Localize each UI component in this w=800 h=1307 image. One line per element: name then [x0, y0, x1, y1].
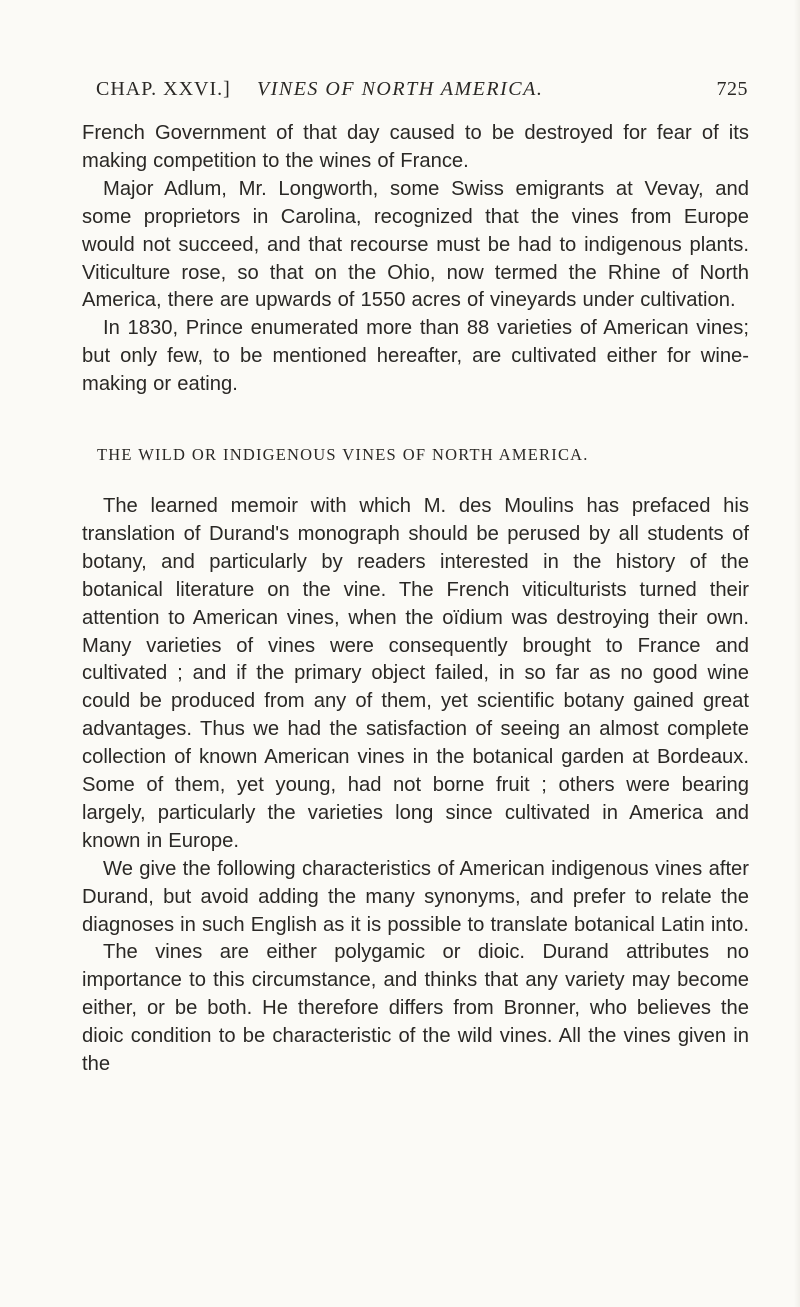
paragraph: Major Adlum, Mr. Longworth, some Swiss emigrants at Vevay, and some proprietors in Carolina, recognized that the vines from Europe would not succeed, and that recourse must be had to indigenous plants. Viticulture rose, so that on the Ohio, now termed the Rhine of North America, there are upwards of 1550 acres of vineyards under cultivation. [82, 177, 749, 312]
paragraph-continued: French Government of that day caused to be destroyed for fear of its making competition to the wines of France. [82, 122, 749, 172]
paragraph: The learned memoir with which M. des Moulins has prefaced his translation of Durand's monograph should be perused by all students of botany, and particularly by readers interested in the history of the botanical literature on the vine. The French viticulturists turned their attention to American vines, when the oïdium was destroying their own. Many varieties of vines were consequently brought to France and cultivated ; and if the primary object failed, in so far as no good wine could be produced from any of them, yet scientific botany gained great advantages. Thus we had the satisfaction of seeing an almost complete collection of known American vines in the botanical garden at Bordeaux. Some of them, yet young, had not borne fruit ; others were bearing largely, particularly the varieties long since cultivated in America and known in Europe. [82, 494, 749, 852]
paragraph: In 1830, Prince enumerated more than 88 varieties of American vines; but only few, to be mentioned hereafter, are cultivated either for wine-making or eating. [82, 317, 749, 396]
chapter-label: CHAP. XXVI.] [96, 78, 231, 100]
page-running-title: VINES OF NORTH AMERICA. [257, 78, 544, 100]
running-head [96, 78, 748, 108]
body-text [82, 120, 749, 1079]
page-number: 725 [716, 78, 748, 100]
paragraph: The vines are either polygamic or dioic. Durand attributes no importance to this circumstance, and thinks that any variety may become either, or be both. He therefore differs from Bronner, who believes the dioic condition to be characteristic of the wild vines. All the vines given in the [82, 941, 749, 1076]
paragraph: We give the following characteristics of American indigenous vines after Durand, but avoid adding the many synonyms, and prefer to relate the diagnoses in such English as it is possible to translate botanical Latin into. [82, 857, 749, 936]
page-edge-shadow [794, 0, 800, 1307]
section-heading: THE WILD OR INDIGENOUS VINES OF NORTH AMERICA. [97, 445, 589, 465]
